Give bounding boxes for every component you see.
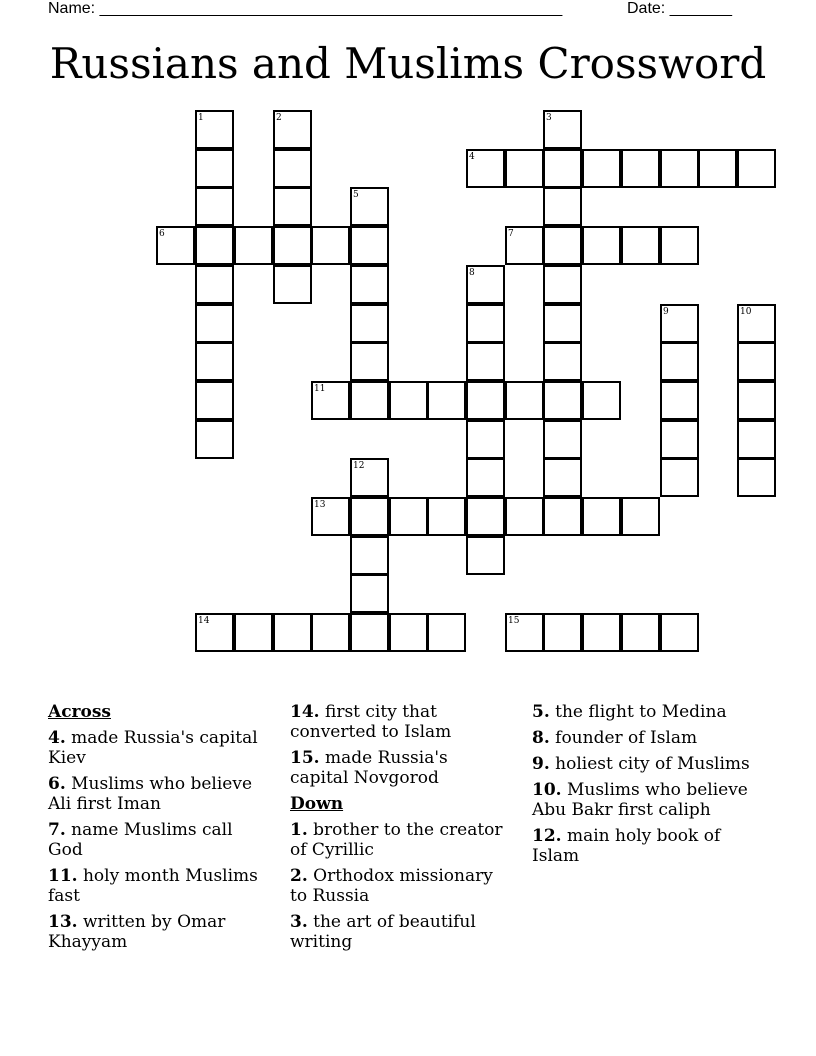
clue-item bbox=[290, 702, 505, 742]
crossword-cell[interactable] bbox=[621, 497, 660, 536]
crossword-cell[interactable] bbox=[195, 304, 234, 343]
crossword-cell[interactable] bbox=[195, 420, 234, 459]
crossword-cell[interactable] bbox=[582, 381, 621, 420]
crossword-cell[interactable] bbox=[466, 497, 505, 536]
clue-number-6: 6 bbox=[159, 229, 165, 239]
clues-column-2 bbox=[290, 702, 505, 958]
crossword-cell[interactable] bbox=[543, 342, 582, 381]
name-label: Name: bbox=[48, 0, 100, 17]
clue-item bbox=[532, 702, 762, 722]
clue-item-text: the art of beautiful writing bbox=[290, 912, 476, 952]
crossword-cell[interactable] bbox=[660, 342, 699, 381]
crossword-cell[interactable] bbox=[195, 187, 234, 226]
clue-item-number: 11. bbox=[48, 866, 78, 886]
clue-item-text: first city that converted to Islam bbox=[290, 702, 452, 742]
clue-item-number: 7. bbox=[48, 820, 66, 840]
crossword-cell[interactable] bbox=[582, 226, 621, 265]
clue-item bbox=[532, 728, 762, 748]
crossword-cell[interactable] bbox=[234, 226, 273, 265]
clue-item-number: 6. bbox=[48, 774, 66, 794]
clue-item bbox=[48, 774, 263, 814]
crossword-cell[interactable] bbox=[543, 265, 582, 304]
clue-number-5: 5 bbox=[353, 190, 359, 200]
crossword-cell[interactable] bbox=[466, 536, 505, 575]
clue-item-text: made Russia's capital Novgorod bbox=[290, 748, 448, 788]
crossword-cell[interactable] bbox=[350, 574, 389, 613]
crossword-cell[interactable] bbox=[427, 497, 466, 536]
clue-item-number: 5. bbox=[532, 702, 550, 722]
crossword-cell[interactable] bbox=[660, 458, 699, 497]
clues-column-3 bbox=[532, 702, 762, 872]
crossword-cell[interactable] bbox=[660, 149, 699, 188]
clue-item-text: holy month Muslims fast bbox=[48, 866, 258, 906]
clue-number-12: 12 bbox=[353, 461, 365, 471]
clue-number-4: 4 bbox=[469, 152, 475, 162]
crossword-cell[interactable] bbox=[389, 497, 428, 536]
crossword-cell[interactable] bbox=[660, 420, 699, 459]
crossword-cell[interactable] bbox=[350, 304, 389, 343]
clue-item-number: 8. bbox=[532, 728, 550, 748]
clue-item-number: 10. bbox=[532, 780, 562, 800]
crossword-cell[interactable] bbox=[621, 613, 660, 652]
across-clue-list-continued bbox=[290, 702, 505, 788]
crossword-cell[interactable] bbox=[543, 187, 582, 226]
clue-item bbox=[290, 820, 505, 860]
crossword-cell[interactable] bbox=[660, 613, 699, 652]
clue-item bbox=[48, 866, 263, 906]
crossword-cell[interactable] bbox=[350, 536, 389, 575]
clue-item-text: founder of Islam bbox=[549, 728, 698, 748]
crossword-cell[interactable] bbox=[350, 265, 389, 304]
clue-number-15: 15 bbox=[508, 616, 520, 626]
clue-item-text: main holy book of Islam bbox=[532, 826, 721, 866]
crossword-cell[interactable] bbox=[350, 226, 389, 265]
clue-item-number: 3. bbox=[290, 912, 308, 932]
down-heading: Down bbox=[290, 794, 344, 814]
crossword-cell[interactable] bbox=[195, 342, 234, 381]
crossword-cell[interactable] bbox=[543, 497, 582, 536]
clue-item-number: 15. bbox=[290, 748, 320, 768]
crossword-cell[interactable] bbox=[543, 381, 582, 420]
down-clue-list-continued bbox=[532, 702, 762, 866]
crossword-cell[interactable] bbox=[621, 149, 660, 188]
date-label: Date: bbox=[627, 0, 670, 17]
crossword-cell[interactable] bbox=[311, 613, 350, 652]
clue-item-number: 14. bbox=[290, 702, 320, 722]
crossword-cell[interactable] bbox=[273, 149, 312, 188]
crossword-cell[interactable] bbox=[582, 613, 621, 652]
across-clue-list bbox=[48, 728, 263, 952]
clue-item-text: holiest city of Muslims bbox=[549, 754, 750, 774]
down-clue-list bbox=[290, 820, 505, 952]
crossword-cell[interactable] bbox=[543, 613, 582, 652]
crossword-cell[interactable] bbox=[350, 613, 389, 652]
name-line[interactable]: ____________________________________________________ bbox=[99, 0, 563, 17]
crossword-cell[interactable] bbox=[311, 226, 350, 265]
clue-item bbox=[290, 748, 505, 788]
crossword-cell[interactable] bbox=[427, 381, 466, 420]
crossword-cell[interactable] bbox=[466, 304, 505, 343]
crossword-cell[interactable] bbox=[350, 497, 389, 536]
clue-number-14: 14 bbox=[198, 616, 210, 626]
clue-item bbox=[290, 866, 505, 906]
clue-item-number: 4. bbox=[48, 728, 66, 748]
crossword-cell[interactable] bbox=[543, 304, 582, 343]
clue-item-number: 2. bbox=[290, 866, 308, 886]
crossword-cell[interactable] bbox=[427, 613, 466, 652]
crossword-cell[interactable] bbox=[350, 342, 389, 381]
crossword-cell[interactable] bbox=[273, 226, 312, 265]
crossword-cell[interactable] bbox=[466, 342, 505, 381]
clue-number-8: 8 bbox=[469, 268, 475, 278]
crossword-cell[interactable] bbox=[737, 149, 776, 188]
crossword-cell[interactable] bbox=[234, 613, 273, 652]
crossword-cell[interactable] bbox=[621, 226, 660, 265]
crossword-cell[interactable] bbox=[543, 420, 582, 459]
clue-item-number: 1. bbox=[290, 820, 308, 840]
crossword-cell[interactable] bbox=[466, 458, 505, 497]
clue-item-text: made Russia's capital Kiev bbox=[48, 728, 258, 768]
crossword-cell[interactable] bbox=[466, 420, 505, 459]
clue-number-2: 2 bbox=[276, 113, 282, 123]
clue-item bbox=[532, 754, 762, 774]
crossword-cell[interactable] bbox=[660, 381, 699, 420]
clue-item bbox=[48, 820, 263, 860]
crossword-cell[interactable] bbox=[543, 458, 582, 497]
crossword-cell[interactable] bbox=[273, 265, 312, 304]
clues-column-1 bbox=[48, 702, 263, 958]
crossword-cell[interactable] bbox=[737, 342, 776, 381]
clue-item bbox=[48, 728, 263, 768]
crossword-cell[interactable] bbox=[195, 265, 234, 304]
clue-number-7: 7 bbox=[508, 229, 514, 239]
clue-item-text: Muslims who believe Ali first Iman bbox=[48, 774, 253, 814]
crossword-cell[interactable] bbox=[389, 613, 428, 652]
crossword-cell[interactable] bbox=[737, 381, 776, 420]
clue-item bbox=[290, 912, 505, 952]
clue-number-13: 13 bbox=[314, 500, 326, 510]
clue-item-text: Orthodox missionary to Russia bbox=[290, 866, 493, 906]
clue-item bbox=[532, 780, 762, 820]
clue-item-number: 12. bbox=[532, 826, 562, 846]
crossword-cell[interactable] bbox=[389, 381, 428, 420]
crossword-cell[interactable] bbox=[273, 187, 312, 226]
crossword-cell[interactable] bbox=[505, 381, 544, 420]
crossword-cell[interactable] bbox=[195, 381, 234, 420]
clue-item-text: name Muslims call God bbox=[48, 820, 233, 860]
crossword-cell[interactable] bbox=[582, 149, 621, 188]
clue-number-9: 9 bbox=[663, 307, 669, 317]
crossword-cell[interactable] bbox=[582, 497, 621, 536]
date-line[interactable]: _______ bbox=[669, 0, 732, 17]
crossword-cell[interactable] bbox=[195, 226, 234, 265]
clue-item-text: brother to the creator of Cyrillic bbox=[290, 820, 503, 860]
crossword-cell[interactable] bbox=[543, 226, 582, 265]
crossword-cell[interactable] bbox=[466, 381, 505, 420]
clue-number-10: 10 bbox=[740, 307, 752, 317]
crossword-cell[interactable] bbox=[195, 149, 234, 188]
crossword-cell[interactable] bbox=[737, 458, 776, 497]
crossword-cell[interactable] bbox=[698, 149, 737, 188]
crossword-cell[interactable] bbox=[505, 497, 544, 536]
clue-item-text: Muslims who believe Abu Bakr first caliph bbox=[532, 780, 748, 820]
crossword-cell[interactable] bbox=[505, 149, 544, 188]
crossword-cell[interactable] bbox=[737, 420, 776, 459]
across-heading: Across bbox=[48, 702, 111, 722]
clue-number-1: 1 bbox=[198, 113, 204, 123]
clue-number-3: 3 bbox=[546, 113, 552, 123]
clue-number-11: 11 bbox=[314, 384, 326, 394]
clue-item-number: 13. bbox=[48, 912, 78, 932]
clue-item bbox=[532, 826, 762, 866]
crossword-cell[interactable] bbox=[350, 381, 389, 420]
clue-item bbox=[48, 912, 263, 952]
crossword-cell[interactable] bbox=[543, 149, 582, 188]
clue-item-text: written by Omar Khayyam bbox=[48, 912, 226, 952]
page-title: Russians and Muslims Crossword bbox=[49, 39, 767, 88]
crossword-cell[interactable] bbox=[273, 613, 312, 652]
clue-item-text: the flight to Medina bbox=[549, 702, 727, 722]
crossword-cell[interactable] bbox=[660, 226, 699, 265]
clue-item-number: 9. bbox=[532, 754, 550, 774]
